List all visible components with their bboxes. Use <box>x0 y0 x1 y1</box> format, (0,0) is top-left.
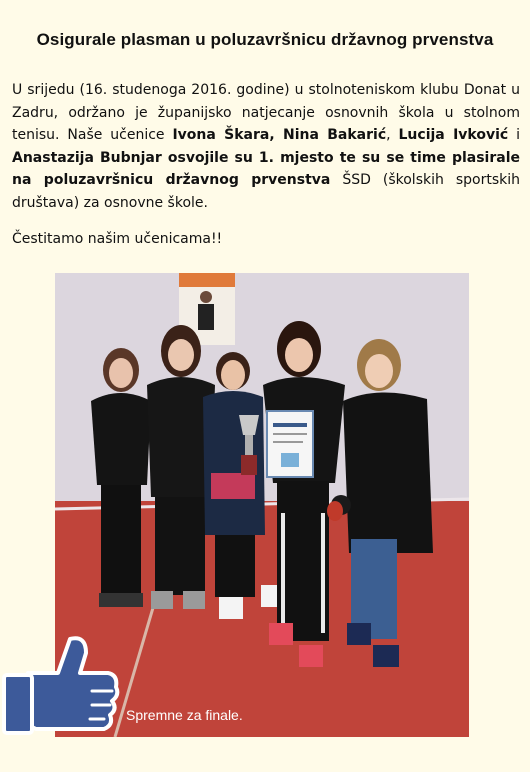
student-names-2: Lucija Ivković <box>398 127 509 143</box>
thumbs-up-icon <box>0 633 120 743</box>
photo-caption: Spremne za finale. <box>126 707 243 723</box>
article-outro: ŠSD (školskih sportskih društava) za osnovne škole. <box>12 172 520 211</box>
congratulations-line: Čestitamo našim učenicama!! <box>12 231 223 247</box>
names-conjunction: i <box>508 127 521 143</box>
names-separator: , <box>386 127 399 143</box>
article-body <box>12 79 520 214</box>
article-intro: U srijedu (16. studenoga 2016. godine) u stolnoteniskom klubu Donat u Zadru, održano je županijsko natjecanje osnovnih škola u stolnom tenisu. Naše učenice <box>12 82 520 143</box>
page-title: Osigurale plasman u poluzavršnicu državnog prvenstva <box>36 30 494 49</box>
achievement-text: Anastazija Bubnjar osvojile su 1. mjesto te su se time plasirale na poluzavršnicu državnog prvenstva <box>12 149 520 188</box>
student-names-1: Ivona Škara, Nina Bakarić <box>172 127 387 143</box>
